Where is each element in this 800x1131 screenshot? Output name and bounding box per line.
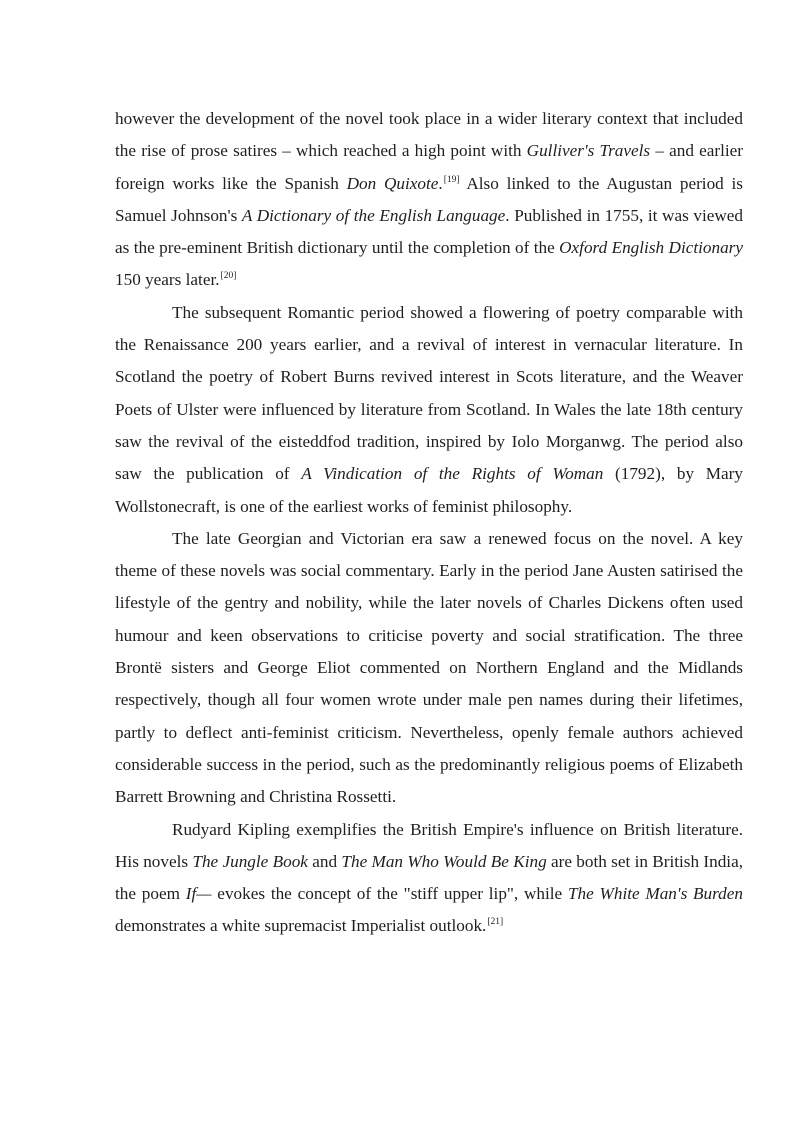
italic-title-text: Oxford English Dictionary [559, 238, 743, 258]
italic-title-text: Gulliver's Travels [526, 141, 651, 161]
body-text: The subsequent Romantic period showed a flowering of poetry comparable with the Renaissance 200 years earlier, and a revival of interest in vernacular literature. In Scotland the poetry of Robert Burns revived interest in Scots literature, and the Weaver Poets of Ulster were influenced by literature from Scotland. In Wales the late 18th century saw the revival of the eisteddfod tradition, inspired by Iolo Morganwg. The period also saw the publication of [115, 302, 743, 484]
citation-reference[interactable]: [19] [443, 174, 460, 185]
italic-title-text: A Vindication of the Rights of Woman [301, 464, 604, 484]
body-text: however the development of the novel took place in a wider literary context that included the rise of prose satires – which reached a high point with [115, 109, 743, 161]
body-text: are both set in British India, the poem [115, 851, 743, 904]
paragraph-augustan-novel [115, 103, 743, 297]
citation-reference[interactable]: [20] [220, 271, 237, 282]
body-text: demonstrates a white supremacist Imperialist outlook. [115, 916, 487, 936]
citation-reference[interactable]: [21] [487, 917, 504, 928]
body-text: Rudyard Kipling exemplifies the British Empire's influence on British literature. His novels [115, 819, 743, 871]
italic-title-text: The Man Who Would Be King [341, 851, 547, 871]
document-page [115, 103, 743, 943]
body-text: The late Georgian and Victorian era saw a renewed focus on the novel. A key theme of these novels was social commentary. Early in the period Jane Austen satirised the lifestyle of the gentry and nobility, while the later novels of Charles Dickens often used humour and keen observations to criticise poverty and social stratification. The three Brontë sisters and George Eliot commented on Northern England and the Midlands respectively, though all four women wrote under male pen names during their lifetimes, partly to deflect anti-feminist criticism. Nevertheless, openly female authors achieved considerable success in the period, such as the predominantly religious poems of Elizabeth Barrett Browning and Christina Rossetti. [115, 528, 743, 807]
body-text: . [438, 173, 443, 193]
paragraph-romantic-period [115, 297, 743, 523]
body-text: evokes the concept of the "stiff upper lip", while [211, 884, 568, 904]
italic-title-text: If— [185, 884, 212, 904]
italic-title-text: The Jungle Book [192, 851, 308, 871]
italic-title-text: Don Quixote [346, 173, 439, 193]
body-text: . Published in 1755, it was viewed as the pre-eminent British dictionary until the completion of the [115, 205, 744, 258]
italic-title-text: The White Man's Burden [567, 884, 744, 904]
paragraph-victorian-era [115, 523, 743, 814]
paragraph-kipling-empire [115, 814, 743, 943]
body-text: and [307, 851, 342, 871]
italic-title-text: A Dictionary of the English Language [241, 205, 506, 225]
body-text: – and earlier foreign works like the Spanish [115, 141, 743, 193]
body-text: Also linked to the Augustan period is Samuel Johnson's [115, 173, 743, 225]
body-text: 150 years later. [115, 270, 220, 290]
body-text: (1792), by Mary Wollstonecraft, is one of the earliest works of feminist philosophy. [115, 464, 743, 516]
